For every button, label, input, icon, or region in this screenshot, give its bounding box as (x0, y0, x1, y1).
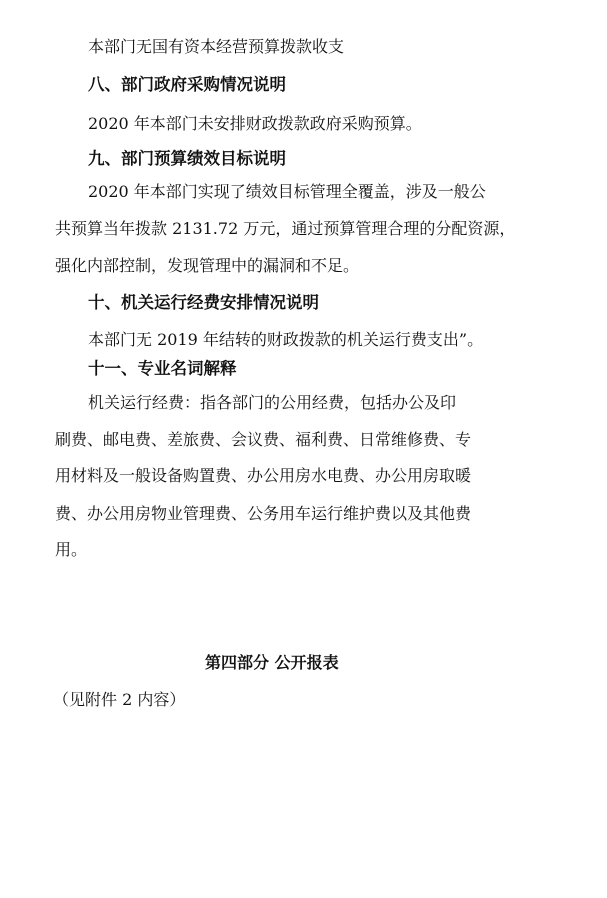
paragraph-glossary-line-2: 刷费、邮电费、差旅费、会议费、福利费、日常维修费、专 (55, 430, 472, 449)
paragraph-government-procurement: 2020 年本部门未安排财政拨款政府采购预算。 (88, 114, 422, 133)
part-four-heading: 第四部分 公开报表 (205, 653, 339, 672)
paragraph-glossary-line-1: 机关运行经费：指各部门的公用经费，包括办公及印 (88, 393, 457, 412)
paragraph-glossary-line-5: 用。 (55, 540, 88, 559)
paragraph-glossary-line-4: 费、办公用房物业管理费、公务用车运行维护费以及其他费 (55, 504, 472, 523)
paragraph-operating-expenses: 本部门无 2019 年结转的财政拨款的机关运行费支出”。 (88, 330, 484, 349)
paragraph-state-capital-budget: 本部门无国有资本经营预算拨款收支 (88, 37, 345, 56)
paragraph-performance-line-3: 强化内部控制，发现管理中的漏洞和不足。 (55, 256, 360, 275)
paragraph-performance-line-2: 共预算当年拨款 2131.72 万元，通过预算管理合理的分配资源， (55, 219, 516, 238)
section-heading-government-procurement: 八、部门政府采购情况说明 (88, 75, 286, 94)
attachment-note: （见附件 2 内容） (53, 690, 186, 709)
section-heading-glossary: 十一、专业名词解释 (88, 359, 237, 378)
paragraph-performance-line-1: 2020 年本部门实现了绩效目标管理全覆盖，涉及一般公 (88, 182, 486, 201)
section-heading-performance-targets: 九、部门预算绩效目标说明 (88, 149, 286, 168)
section-heading-operating-expenses: 十、机关运行经费安排情况说明 (88, 293, 319, 312)
paragraph-glossary-line-3: 用材料及一般设备购置费、办公用房水电费、办公用房取暖 (55, 466, 472, 485)
